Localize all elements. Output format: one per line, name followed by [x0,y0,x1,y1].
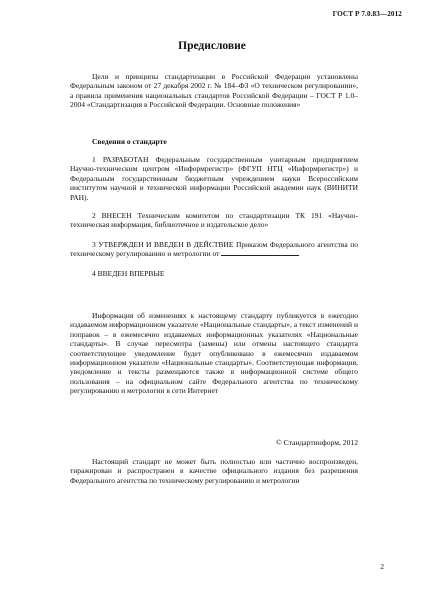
item-1 [70,155,358,202]
standard-code-header: ГОСТ Р 7.0.83—2012 [332,10,402,18]
item-2-text: 2 ВНЕСЕН Техническим комитетом по стандартизации ТК 191 «Научно-техническая информация, библиотечное и издательское дело» [70,211,358,230]
intro-text: Цели и принципы стандартизации в Российской Федерации установлены Федеральным законом от 27 декабря 2002 г. № 184–ФЗ «О техническом регулировании», а правила применения национальных стандартов Российской Федерации – ГОСТ Р 1.0–2004 «Стандартизация в Российской Федерации. Основные положения» [70,72,358,110]
item-4 [70,269,358,278]
item-3 [70,240,358,259]
page-title: Предисловие [178,40,246,52]
copyright: © Стандартинформ, 2012 [275,438,358,447]
reproduction-notice-text: Настоящий стандарт не может быть полностью или частично воспроизведен, тиражирован и распространен в качестве официального издания без разрешения Федерального агентства по техническому регулированию и метрологии [70,457,358,485]
intro-paragraph [70,72,358,110]
date-blank-line [221,249,299,256]
reproduction-notice [70,457,358,485]
item-3-paragraph [70,240,358,259]
item-3-text: 3 УТВЕРЖДЕН И ВВЕДЕН В ДЕЙСТВИЕ Приказом Федерального агентства по техническому регулированию и метрологии от [70,240,358,259]
item-2 [70,211,358,230]
changes-info-text: Информация об изменениях к настоящему стандарту публикуется в ежегодно издаваемом информационном указателе «Национальные стандарты», а текст изменений и поправок – в ежемесячно издаваемых информационных указателях «Национальные стандарты». В случае пересмотра (замены) или отмены настоящего стандарта соответствующее уведомление будет опубликовано в ежемесячно издаваемом информационном указателе «Национальные стандарты». Соответствующая информация, уведомление и тексты размещаются также в информационной системе общего пользования – на официальном сайте Федерального агентства по техническому регулированию и метрологии в сети Интернет [70,311,358,396]
changes-info-paragraph [70,311,358,396]
section-title: Сведения о стандарте [92,137,167,146]
item-4-text: 4 ВВЕДЕН ВПЕРВЫЕ [92,269,165,278]
page-number: 2 [380,562,384,571]
item-1-text: 1 РАЗРАБОТАН Федеральным государственным унитарным предприятием Научно-техническим центром «Информрегистр» (ФГУП НТЦ «Информрегистр») и Федеральным государственным бюджетным учреждением науки Всероссийским институтом научной и технической информации Российской академии наук (ВИНИТИ РАН). [70,155,358,202]
